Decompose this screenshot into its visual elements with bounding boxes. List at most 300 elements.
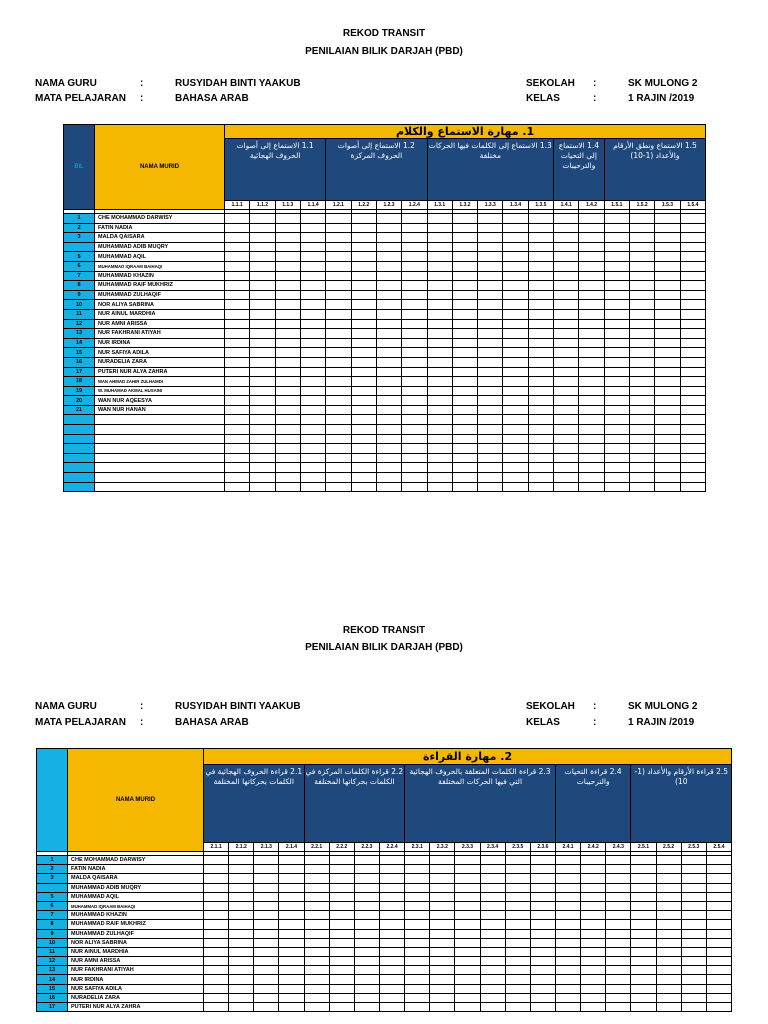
- score-cell[interactable]: [250, 396, 275, 406]
- score-cell[interactable]: [225, 214, 250, 224]
- score-cell[interactable]: [250, 453, 275, 463]
- score-cell[interactable]: [304, 984, 329, 993]
- score-cell[interactable]: [275, 242, 300, 252]
- score-cell[interactable]: [204, 993, 229, 1002]
- score-cell[interactable]: [554, 482, 579, 492]
- score-cell[interactable]: [604, 290, 629, 300]
- score-cell[interactable]: [430, 920, 455, 929]
- score-cell[interactable]: [503, 473, 528, 483]
- score-cell[interactable]: [351, 348, 376, 358]
- score-cell[interactable]: [250, 405, 275, 415]
- score-cell[interactable]: [427, 377, 452, 387]
- score-cell[interactable]: [503, 329, 528, 339]
- score-cell[interactable]: [354, 911, 379, 920]
- score-cell[interactable]: [250, 290, 275, 300]
- score-cell[interactable]: [225, 271, 250, 281]
- score-cell[interactable]: [505, 1003, 530, 1012]
- score-cell[interactable]: [478, 252, 503, 262]
- score-cell[interactable]: [430, 883, 455, 892]
- score-cell[interactable]: [528, 309, 553, 319]
- score-cell[interactable]: [376, 329, 401, 339]
- score-cell[interactable]: [351, 338, 376, 348]
- score-cell[interactable]: [606, 947, 631, 956]
- score-cell[interactable]: [229, 984, 254, 993]
- score-cell[interactable]: [430, 911, 455, 920]
- score-cell[interactable]: [250, 261, 275, 271]
- score-cell[interactable]: [555, 874, 580, 883]
- score-cell[interactable]: [452, 242, 477, 252]
- score-cell[interactable]: [478, 415, 503, 425]
- score-cell[interactable]: [326, 281, 351, 291]
- score-cell[interactable]: [655, 281, 680, 291]
- score-cell[interactable]: [554, 271, 579, 281]
- score-cell[interactable]: [630, 348, 655, 358]
- score-cell[interactable]: [204, 984, 229, 993]
- score-cell[interactable]: [430, 856, 455, 865]
- score-cell[interactable]: [402, 396, 427, 406]
- score-cell[interactable]: [351, 261, 376, 271]
- score-cell[interactable]: [630, 319, 655, 329]
- score-cell[interactable]: [351, 300, 376, 310]
- score-cell[interactable]: [681, 874, 706, 883]
- score-cell[interactable]: [478, 367, 503, 377]
- score-cell[interactable]: [300, 329, 325, 339]
- score-cell[interactable]: [250, 367, 275, 377]
- score-cell[interactable]: [304, 892, 329, 901]
- score-cell[interactable]: [225, 290, 250, 300]
- score-cell[interactable]: [478, 396, 503, 406]
- score-cell[interactable]: [455, 911, 480, 920]
- score-cell[interactable]: [300, 357, 325, 367]
- score-cell[interactable]: [680, 261, 706, 271]
- score-cell[interactable]: [631, 911, 656, 920]
- score-cell[interactable]: [655, 319, 680, 329]
- score-cell[interactable]: [503, 386, 528, 396]
- score-cell[interactable]: [300, 233, 325, 243]
- score-cell[interactable]: [326, 223, 351, 233]
- score-cell[interactable]: [405, 1003, 430, 1012]
- score-cell[interactable]: [604, 319, 629, 329]
- score-cell[interactable]: [604, 444, 629, 454]
- score-cell[interactable]: [555, 929, 580, 938]
- score-cell[interactable]: [452, 309, 477, 319]
- score-cell[interactable]: [606, 957, 631, 966]
- score-cell[interactable]: [326, 482, 351, 492]
- score-cell[interactable]: [579, 473, 604, 483]
- score-cell[interactable]: [229, 920, 254, 929]
- score-cell[interactable]: [680, 473, 706, 483]
- score-cell[interactable]: [455, 1003, 480, 1012]
- score-cell[interactable]: [376, 214, 401, 224]
- score-cell[interactable]: [480, 938, 505, 947]
- score-cell[interactable]: [250, 434, 275, 444]
- score-cell[interactable]: [655, 290, 680, 300]
- score-cell[interactable]: [379, 957, 404, 966]
- score-cell[interactable]: [505, 993, 530, 1002]
- score-cell[interactable]: [402, 415, 427, 425]
- score-cell[interactable]: [402, 357, 427, 367]
- score-cell[interactable]: [225, 261, 250, 271]
- score-cell[interactable]: [455, 874, 480, 883]
- score-cell[interactable]: [430, 874, 455, 883]
- score-cell[interactable]: [655, 338, 680, 348]
- score-cell[interactable]: [204, 957, 229, 966]
- score-cell[interactable]: [354, 947, 379, 956]
- score-cell[interactable]: [204, 947, 229, 956]
- score-cell[interactable]: [225, 415, 250, 425]
- score-cell[interactable]: [581, 993, 606, 1002]
- score-cell[interactable]: [326, 261, 351, 271]
- score-cell[interactable]: [606, 901, 631, 910]
- score-cell[interactable]: [326, 444, 351, 454]
- score-cell[interactable]: [630, 434, 655, 444]
- score-cell[interactable]: [478, 377, 503, 387]
- score-cell[interactable]: [275, 444, 300, 454]
- score-cell[interactable]: [478, 453, 503, 463]
- score-cell[interactable]: [402, 367, 427, 377]
- score-cell[interactable]: [229, 856, 254, 865]
- score-cell[interactable]: [581, 957, 606, 966]
- score-cell[interactable]: [530, 993, 555, 1002]
- score-cell[interactable]: [275, 319, 300, 329]
- score-cell[interactable]: [455, 938, 480, 947]
- score-cell[interactable]: [579, 434, 604, 444]
- score-cell[interactable]: [405, 938, 430, 947]
- score-cell[interactable]: [505, 874, 530, 883]
- score-cell[interactable]: [354, 975, 379, 984]
- score-cell[interactable]: [304, 865, 329, 874]
- score-cell[interactable]: [455, 892, 480, 901]
- score-cell[interactable]: [480, 957, 505, 966]
- score-cell[interactable]: [430, 865, 455, 874]
- score-cell[interactable]: [503, 319, 528, 329]
- score-cell[interactable]: [630, 329, 655, 339]
- score-cell[interactable]: [225, 444, 250, 454]
- score-cell[interactable]: [606, 975, 631, 984]
- score-cell[interactable]: [631, 892, 656, 901]
- score-cell[interactable]: [354, 929, 379, 938]
- score-cell[interactable]: [279, 1003, 304, 1012]
- score-cell[interactable]: [279, 975, 304, 984]
- score-cell[interactable]: [329, 947, 354, 956]
- score-cell[interactable]: [706, 984, 731, 993]
- score-cell[interactable]: [680, 290, 706, 300]
- score-cell[interactable]: [275, 290, 300, 300]
- score-cell[interactable]: [427, 444, 452, 454]
- score-cell[interactable]: [379, 1003, 404, 1012]
- score-cell[interactable]: [376, 453, 401, 463]
- score-cell[interactable]: [655, 415, 680, 425]
- score-cell[interactable]: [554, 405, 579, 415]
- score-cell[interactable]: [554, 309, 579, 319]
- score-cell[interactable]: [275, 223, 300, 233]
- score-cell[interactable]: [254, 957, 279, 966]
- score-cell[interactable]: [579, 242, 604, 252]
- score-cell[interactable]: [204, 966, 229, 975]
- score-cell[interactable]: [630, 261, 655, 271]
- score-cell[interactable]: [427, 214, 452, 224]
- score-cell[interactable]: [554, 377, 579, 387]
- score-cell[interactable]: [452, 281, 477, 291]
- score-cell[interactable]: [300, 281, 325, 291]
- score-cell[interactable]: [655, 463, 680, 473]
- score-cell[interactable]: [579, 386, 604, 396]
- score-cell[interactable]: [254, 966, 279, 975]
- score-cell[interactable]: [351, 329, 376, 339]
- score-cell[interactable]: [204, 911, 229, 920]
- score-cell[interactable]: [604, 367, 629, 377]
- score-cell[interactable]: [579, 396, 604, 406]
- score-cell[interactable]: [581, 920, 606, 929]
- score-cell[interactable]: [579, 214, 604, 224]
- score-cell[interactable]: [505, 892, 530, 901]
- score-cell[interactable]: [427, 434, 452, 444]
- score-cell[interactable]: [680, 329, 706, 339]
- score-cell[interactable]: [656, 901, 681, 910]
- score-cell[interactable]: [455, 865, 480, 874]
- score-cell[interactable]: [528, 242, 553, 252]
- score-cell[interactable]: [329, 883, 354, 892]
- score-cell[interactable]: [681, 957, 706, 966]
- score-cell[interactable]: [604, 309, 629, 319]
- score-cell[interactable]: [681, 975, 706, 984]
- score-cell[interactable]: [254, 865, 279, 874]
- score-cell[interactable]: [229, 975, 254, 984]
- score-cell[interactable]: [326, 300, 351, 310]
- score-cell[interactable]: [354, 892, 379, 901]
- score-cell[interactable]: [379, 966, 404, 975]
- score-cell[interactable]: [680, 357, 706, 367]
- score-cell[interactable]: [379, 892, 404, 901]
- score-cell[interactable]: [379, 993, 404, 1002]
- score-cell[interactable]: [503, 377, 528, 387]
- score-cell[interactable]: [455, 957, 480, 966]
- score-cell[interactable]: [376, 319, 401, 329]
- score-cell[interactable]: [351, 290, 376, 300]
- score-cell[interactable]: [405, 920, 430, 929]
- score-cell[interactable]: [631, 1003, 656, 1012]
- score-cell[interactable]: [655, 309, 680, 319]
- score-cell[interactable]: [326, 453, 351, 463]
- score-cell[interactable]: [480, 901, 505, 910]
- score-cell[interactable]: [478, 338, 503, 348]
- score-cell[interactable]: [706, 856, 731, 865]
- score-cell[interactable]: [225, 281, 250, 291]
- score-cell[interactable]: [405, 892, 430, 901]
- score-cell[interactable]: [554, 357, 579, 367]
- score-cell[interactable]: [478, 214, 503, 224]
- score-cell[interactable]: [204, 856, 229, 865]
- score-cell[interactable]: [402, 223, 427, 233]
- score-cell[interactable]: [530, 975, 555, 984]
- score-cell[interactable]: [528, 367, 553, 377]
- score-cell[interactable]: [581, 856, 606, 865]
- score-cell[interactable]: [554, 425, 579, 435]
- score-cell[interactable]: [455, 901, 480, 910]
- score-cell[interactable]: [279, 984, 304, 993]
- score-cell[interactable]: [655, 348, 680, 358]
- score-cell[interactable]: [250, 329, 275, 339]
- score-cell[interactable]: [554, 338, 579, 348]
- score-cell[interactable]: [478, 319, 503, 329]
- score-cell[interactable]: [706, 901, 731, 910]
- score-cell[interactable]: [604, 338, 629, 348]
- score-cell[interactable]: [300, 261, 325, 271]
- score-cell[interactable]: [376, 415, 401, 425]
- score-cell[interactable]: [427, 281, 452, 291]
- score-cell[interactable]: [503, 405, 528, 415]
- score-cell[interactable]: [631, 865, 656, 874]
- score-cell[interactable]: [680, 300, 706, 310]
- score-cell[interactable]: [631, 920, 656, 929]
- score-cell[interactable]: [250, 300, 275, 310]
- score-cell[interactable]: [275, 309, 300, 319]
- score-cell[interactable]: [631, 883, 656, 892]
- score-cell[interactable]: [304, 975, 329, 984]
- score-cell[interactable]: [402, 473, 427, 483]
- score-cell[interactable]: [656, 938, 681, 947]
- score-cell[interactable]: [505, 911, 530, 920]
- score-cell[interactable]: [530, 901, 555, 910]
- score-cell[interactable]: [351, 434, 376, 444]
- score-cell[interactable]: [329, 856, 354, 865]
- score-cell[interactable]: [505, 947, 530, 956]
- score-cell[interactable]: [452, 261, 477, 271]
- score-cell[interactable]: [680, 396, 706, 406]
- score-cell[interactable]: [706, 966, 731, 975]
- score-cell[interactable]: [604, 386, 629, 396]
- score-cell[interactable]: [275, 463, 300, 473]
- score-cell[interactable]: [379, 874, 404, 883]
- score-cell[interactable]: [427, 290, 452, 300]
- score-cell[interactable]: [530, 865, 555, 874]
- score-cell[interactable]: [405, 865, 430, 874]
- score-cell[interactable]: [376, 271, 401, 281]
- score-cell[interactable]: [581, 929, 606, 938]
- score-cell[interactable]: [351, 281, 376, 291]
- score-cell[interactable]: [326, 357, 351, 367]
- score-cell[interactable]: [581, 911, 606, 920]
- score-cell[interactable]: [606, 883, 631, 892]
- score-cell[interactable]: [455, 975, 480, 984]
- score-cell[interactable]: [604, 329, 629, 339]
- score-cell[interactable]: [354, 957, 379, 966]
- score-cell[interactable]: [503, 261, 528, 271]
- score-cell[interactable]: [452, 338, 477, 348]
- score-cell[interactable]: [376, 425, 401, 435]
- score-cell[interactable]: [606, 993, 631, 1002]
- score-cell[interactable]: [402, 214, 427, 224]
- score-cell[interactable]: [681, 947, 706, 956]
- score-cell[interactable]: [376, 223, 401, 233]
- score-cell[interactable]: [351, 425, 376, 435]
- score-cell[interactable]: [631, 938, 656, 947]
- score-cell[interactable]: [354, 874, 379, 883]
- score-cell[interactable]: [680, 348, 706, 358]
- score-cell[interactable]: [455, 856, 480, 865]
- score-cell[interactable]: [225, 425, 250, 435]
- score-cell[interactable]: [225, 329, 250, 339]
- score-cell[interactable]: [528, 252, 553, 262]
- score-cell[interactable]: [655, 357, 680, 367]
- score-cell[interactable]: [503, 233, 528, 243]
- score-cell[interactable]: [480, 1003, 505, 1012]
- score-cell[interactable]: [478, 473, 503, 483]
- score-cell[interactable]: [655, 252, 680, 262]
- score-cell[interactable]: [555, 883, 580, 892]
- score-cell[interactable]: [579, 482, 604, 492]
- score-cell[interactable]: [452, 214, 477, 224]
- score-cell[interactable]: [354, 865, 379, 874]
- score-cell[interactable]: [581, 975, 606, 984]
- score-cell[interactable]: [480, 966, 505, 975]
- score-cell[interactable]: [680, 223, 706, 233]
- score-cell[interactable]: [630, 300, 655, 310]
- score-cell[interactable]: [326, 348, 351, 358]
- score-cell[interactable]: [275, 415, 300, 425]
- score-cell[interactable]: [630, 425, 655, 435]
- score-cell[interactable]: [402, 300, 427, 310]
- score-cell[interactable]: [304, 929, 329, 938]
- score-cell[interactable]: [630, 367, 655, 377]
- score-cell[interactable]: [604, 425, 629, 435]
- score-cell[interactable]: [656, 874, 681, 883]
- score-cell[interactable]: [630, 444, 655, 454]
- score-cell[interactable]: [530, 938, 555, 947]
- score-cell[interactable]: [680, 242, 706, 252]
- score-cell[interactable]: [275, 434, 300, 444]
- score-cell[interactable]: [452, 252, 477, 262]
- score-cell[interactable]: [452, 482, 477, 492]
- score-cell[interactable]: [229, 892, 254, 901]
- score-cell[interactable]: [554, 473, 579, 483]
- score-cell[interactable]: [655, 377, 680, 387]
- score-cell[interactable]: [329, 975, 354, 984]
- score-cell[interactable]: [680, 482, 706, 492]
- score-cell[interactable]: [250, 214, 275, 224]
- score-cell[interactable]: [503, 252, 528, 262]
- score-cell[interactable]: [680, 233, 706, 243]
- score-cell[interactable]: [430, 892, 455, 901]
- score-cell[interactable]: [579, 338, 604, 348]
- score-cell[interactable]: [656, 865, 681, 874]
- score-cell[interactable]: [630, 386, 655, 396]
- score-cell[interactable]: [275, 425, 300, 435]
- score-cell[interactable]: [402, 348, 427, 358]
- score-cell[interactable]: [455, 984, 480, 993]
- score-cell[interactable]: [304, 874, 329, 883]
- score-cell[interactable]: [427, 329, 452, 339]
- score-cell[interactable]: [300, 434, 325, 444]
- score-cell[interactable]: [505, 865, 530, 874]
- score-cell[interactable]: [351, 453, 376, 463]
- score-cell[interactable]: [680, 271, 706, 281]
- score-cell[interactable]: [630, 252, 655, 262]
- score-cell[interactable]: [604, 271, 629, 281]
- score-cell[interactable]: [452, 463, 477, 473]
- score-cell[interactable]: [427, 367, 452, 377]
- score-cell[interactable]: [229, 938, 254, 947]
- score-cell[interactable]: [452, 453, 477, 463]
- score-cell[interactable]: [304, 947, 329, 956]
- score-cell[interactable]: [452, 405, 477, 415]
- score-cell[interactable]: [452, 434, 477, 444]
- score-cell[interactable]: [706, 911, 731, 920]
- score-cell[interactable]: [706, 975, 731, 984]
- score-cell[interactable]: [528, 290, 553, 300]
- score-cell[interactable]: [275, 386, 300, 396]
- score-cell[interactable]: [555, 984, 580, 993]
